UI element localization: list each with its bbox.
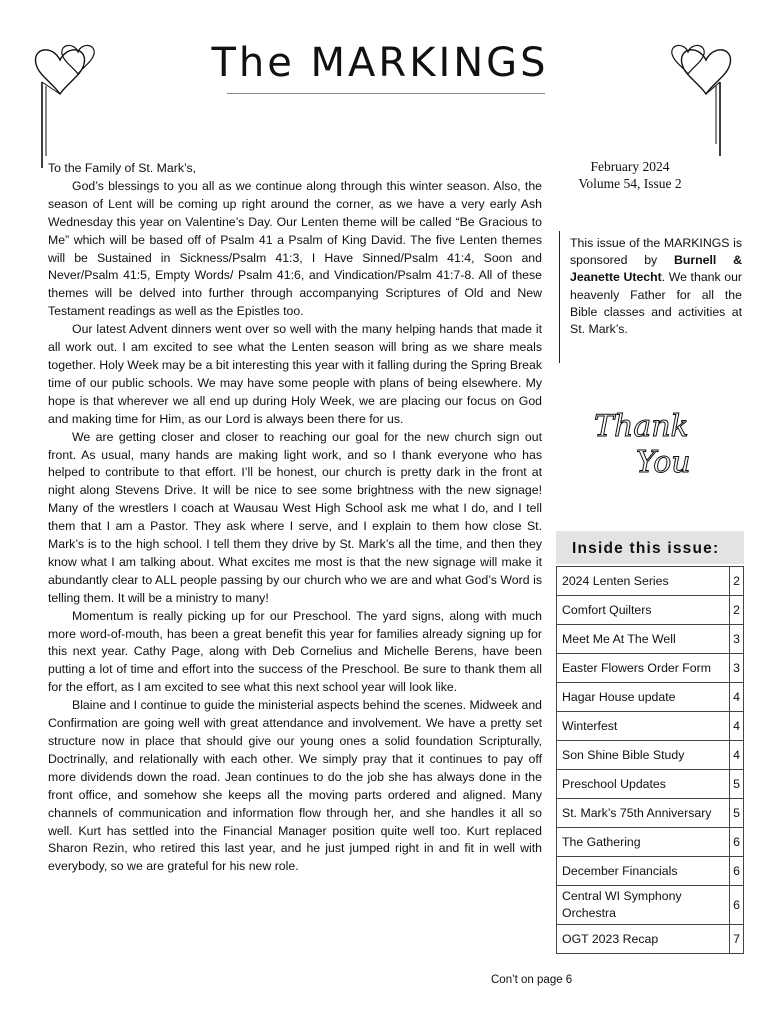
toc-page: 4 bbox=[730, 741, 744, 770]
toc-page: 5 bbox=[730, 770, 744, 799]
letter-paragraph: We are getting closer and closer to reaching our goal for the new church sign out front. As usual, many hands are making light work, and so I thank everyone who has helped to contribute to that effort. I’ll be honest, our church is pretty dark in the front at night along Stevens Drive. It will be nice to see some brightness with the new signage! Many of the wrestlers I coach at Wausau West High School ask me what I do, and I tell them that I am a Pastor. They ask where I serve, and I explain to them how close St. Mark’s is to the high school. I tell them they drive by St. Mark’s all the time, and then they know what I am talking about. What excites me most is that the new signage will make it abundantly clear to ALL people passing by our church who we are and what God’s Word is telling them. It will be a ministry to many! bbox=[48, 429, 542, 605]
letter-paragraph: Blaine and I continue to guide the ministerial aspects behind the scenes. Midweek and Confirmation are going well with great attendance and involvement. We have a pretty set structure now in place that should give our young ones a solid foundation Scripturally, Doctrinally, and relationally with each other. We simply pray that it continues to pay off more dividends down the road. Jean continues to do the job she has always done in the front office, and somehow she keeps all the moving parts ordered and aligned. Many channels of communication and information flow through her, and she handles it all so well. Kurt has settled into the Financial Manager position quite well too. Kurt replaced Sharon Rezin, who retired this last year, and he just jumped right in and fit in well with everybody, so we are grateful for his new role. bbox=[48, 698, 542, 874]
toc-title: Comfort Quilters bbox=[557, 596, 730, 625]
heart-ornament-right-icon bbox=[664, 38, 744, 168]
toc-title: The Gathering bbox=[557, 828, 730, 857]
toc-page: 3 bbox=[730, 654, 744, 683]
toc-row bbox=[557, 741, 744, 770]
title-divider bbox=[227, 93, 545, 94]
toc-page: 6 bbox=[730, 857, 744, 886]
toc-page: 6 bbox=[730, 828, 744, 857]
toc-title: OGT 2023 Recap bbox=[557, 925, 730, 954]
toc-page: 2 bbox=[730, 596, 744, 625]
sponsor-text-after: . We thank our heavenly Father for all the Bible classes and activities at St. Mark’s. bbox=[570, 270, 742, 337]
toc-title: St. Mark’s 75th Anniversary bbox=[557, 799, 730, 828]
toc-table bbox=[556, 566, 744, 954]
toc-title: December Financials bbox=[557, 857, 730, 886]
thank-you-script-icon bbox=[588, 402, 708, 482]
toc-row bbox=[557, 886, 744, 925]
toc-title: Central WI Symphony Orchestra bbox=[557, 886, 730, 925]
issue-date: February 2024 bbox=[590, 159, 670, 174]
toc-row bbox=[557, 770, 744, 799]
toc-row bbox=[557, 683, 744, 712]
toc-title: Preschool Updates bbox=[557, 770, 730, 799]
continued-note: Con’t on page 6 bbox=[491, 974, 573, 986]
pastor-letter bbox=[48, 160, 542, 876]
sponsor-text-before: This issue of the MARKINGS is sponsored by bbox=[570, 236, 742, 268]
toc-row bbox=[557, 828, 744, 857]
thank-you-line1: Thank bbox=[594, 409, 689, 444]
toc-page: 5 bbox=[730, 799, 744, 828]
toc-page: 6 bbox=[730, 886, 744, 925]
toc-row bbox=[557, 925, 744, 954]
letter-paragraph: God’s blessings to you all as we continue along through this winter season. Also, the season of Lent will be coming up right around the corner, as we have a very early Ash Wednesday this year on Valentine’s Day. Our Lenten theme will be called “Be Gracious to Me” which will be based off of Psalm 41 a Psalm of King David. The five Lenten themes will be Sustained in Sickness/Psalm 41:3, I Have Sinned/Psalm 41:4, Soon and Never/Psalm 41:5, Empty Words/ Psalm 41:6, and Vindication/Psalm 41:7-8. All of these themes will be delved into further through accompanying Scriptures of Old and New Testament readings as well as the Epistles too. bbox=[48, 178, 542, 319]
toc-page: 4 bbox=[730, 683, 744, 712]
sponsor-names: Burnell & Jeanette Utecht bbox=[570, 253, 742, 285]
masthead-title: The MARKINGS bbox=[211, 40, 549, 86]
sponsor-box bbox=[559, 231, 742, 363]
toc-title: Easter Flowers Order Form bbox=[557, 654, 730, 683]
toc-row bbox=[557, 567, 744, 596]
toc-page: 2 bbox=[730, 567, 744, 596]
letter-paragraph: Our latest Advent dinners went over so well with the many helping hands that made it all work out. I am excited to see what the Lenten season will bring as we share meals together. Holy Week may be a bit interesting this year with it falling during the Spring Break time of our public schools. We may have some people with plans of being elsewhere. My hope is that wherever we all end up during Holy Week, we are placing our focus on God and making time for Him, as our Lord is always been there for us. bbox=[48, 322, 542, 426]
toc-title: Winterfest bbox=[557, 712, 730, 741]
toc-page: 3 bbox=[730, 625, 744, 654]
toc-row bbox=[557, 625, 744, 654]
letter-paragraph: Momentum is really picking up for our Preschool. The yard signs, along with much more word-of-mouth, has been a great benefit this year for families already signing up for this next year. Cathy Page, along with Deb Cornelius and Michelle Berens, have been putting a lot of time and effort into the success of the Preschool. Be sure to thank them all for the effort, as I am excited to see what this next school year will look like. bbox=[48, 608, 542, 695]
toc-title: Son Shine Bible Study bbox=[557, 741, 730, 770]
toc-page: 4 bbox=[730, 712, 744, 741]
toc-row bbox=[557, 857, 744, 886]
toc-row bbox=[557, 654, 744, 683]
letter-salutation: To the Family of St. Mark’s, bbox=[48, 161, 197, 175]
heart-ornament-left-icon bbox=[30, 38, 110, 178]
toc-row bbox=[557, 799, 744, 828]
thank-you-line2: You bbox=[636, 445, 691, 480]
toc-row bbox=[557, 596, 744, 625]
toc-page: 7 bbox=[730, 925, 744, 954]
issue-info bbox=[560, 158, 700, 192]
toc-title: Meet Me At The Well bbox=[557, 625, 730, 654]
toc-row bbox=[557, 712, 744, 741]
toc-heading: Inside this issue: bbox=[556, 531, 744, 564]
issue-volume: Volume 54, Issue 2 bbox=[578, 176, 682, 191]
toc-title: Hagar House update bbox=[557, 683, 730, 712]
toc-title: 2024 Lenten Series bbox=[557, 567, 730, 596]
